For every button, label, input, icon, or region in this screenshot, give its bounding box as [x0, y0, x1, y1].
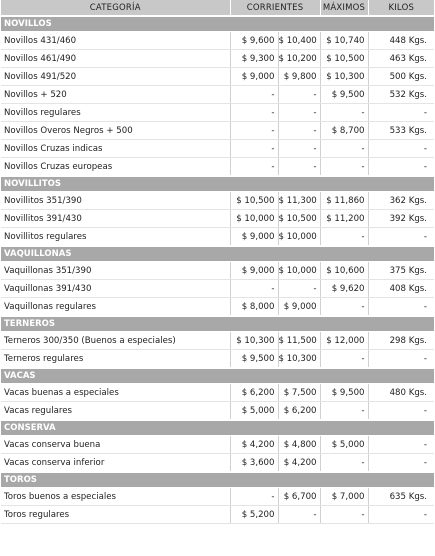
- category-name-cell: Novillitos regulares: [1, 228, 230, 247]
- table-row: [1, 122, 434, 140]
- price-maximo-cell: $ 11,860: [320, 192, 368, 210]
- price-min-cell: $ 4,200: [230, 436, 278, 454]
- price-min-cell: $ 9,300: [230, 50, 278, 68]
- weight-cell: -: [368, 350, 434, 369]
- header-corrientes: CORRIENTES: [230, 0, 320, 16]
- table-row: [1, 506, 434, 524]
- price-max-cell: -: [278, 506, 320, 524]
- prices-table: [1, 0, 434, 524]
- price-min-cell: $ 10,300: [230, 332, 278, 350]
- weight-cell: 448 Kgs.: [368, 32, 434, 50]
- table-row: [1, 488, 434, 506]
- price-maximo-cell: -: [320, 104, 368, 122]
- price-maximo-cell: $ 10,600: [320, 262, 368, 280]
- header-maximos: MÁXIMOS: [320, 0, 368, 16]
- price-maximo-cell: $ 12,000: [320, 332, 368, 350]
- table-row: [1, 332, 434, 350]
- category-name-cell: Novillos Overos Negros + 500: [1, 122, 230, 140]
- table-row: [1, 158, 434, 177]
- weight-cell: 463 Kgs.: [368, 50, 434, 68]
- table-row: [1, 298, 434, 317]
- price-max-cell: $ 10,000: [278, 228, 320, 247]
- price-min-cell: -: [230, 488, 278, 506]
- category-name-cell: Vacas buenas a especiales: [1, 384, 230, 402]
- price-min-cell: $ 9,000: [230, 262, 278, 280]
- header-categoria: CATEGORÍA: [1, 0, 230, 16]
- category-name-cell: Toros buenos a especiales: [1, 488, 230, 506]
- section-title: TOROS: [1, 472, 434, 488]
- price-max-cell: $ 10,500: [278, 210, 320, 228]
- section-header: [1, 176, 434, 192]
- table-row: [1, 454, 434, 473]
- category-name-cell: Vacas conserva buena: [1, 436, 230, 454]
- price-maximo-cell: $ 10,300: [320, 68, 368, 86]
- table-row: [1, 32, 434, 50]
- price-max-cell: -: [278, 140, 320, 158]
- weight-cell: 298 Kgs.: [368, 332, 434, 350]
- weight-cell: 375 Kgs.: [368, 262, 434, 280]
- header-row: [1, 0, 434, 16]
- category-name-cell: Terneros regulares: [1, 350, 230, 369]
- weight-cell: -: [368, 298, 434, 317]
- section-header: [1, 420, 434, 436]
- price-maximo-cell: -: [320, 350, 368, 369]
- table-row: [1, 280, 434, 298]
- category-name-cell: Novillos 431/460: [1, 32, 230, 50]
- section-header: [1, 316, 434, 332]
- price-min-cell: $ 10,500: [230, 192, 278, 210]
- price-max-cell: -: [278, 86, 320, 104]
- section-header: [1, 368, 434, 384]
- category-name-cell: Vaquillonas 391/430: [1, 280, 230, 298]
- price-maximo-cell: -: [320, 228, 368, 247]
- table-row: [1, 350, 434, 369]
- price-min-cell: -: [230, 86, 278, 104]
- category-name-cell: Novillitos 351/390: [1, 192, 230, 210]
- category-name-cell: Toros regulares: [1, 506, 230, 524]
- price-min-cell: $ 5,000: [230, 402, 278, 421]
- price-min-cell: $ 9,600: [230, 32, 278, 50]
- price-maximo-cell: -: [320, 454, 368, 473]
- category-name-cell: Novillos regulares: [1, 104, 230, 122]
- price-min-cell: $ 5,200: [230, 506, 278, 524]
- price-maximo-cell: -: [320, 506, 368, 524]
- header-kilos: KILOS: [368, 0, 434, 16]
- price-maximo-cell: $ 8,700: [320, 122, 368, 140]
- section-title: CONSERVA: [1, 420, 434, 436]
- price-maximo-cell: $ 9,500: [320, 384, 368, 402]
- table-row: [1, 384, 434, 402]
- price-maximo-cell: $ 9,620: [320, 280, 368, 298]
- table-row: [1, 140, 434, 158]
- weight-cell: 408 Kgs.: [368, 280, 434, 298]
- category-name-cell: Novillos 491/520: [1, 68, 230, 86]
- price-maximo-cell: $ 11,200: [320, 210, 368, 228]
- category-name-cell: Vacas conserva inferior: [1, 454, 230, 473]
- table-row: [1, 104, 434, 122]
- table-row: [1, 436, 434, 454]
- price-max-cell: $ 6,200: [278, 402, 320, 421]
- weight-cell: 392 Kgs.: [368, 210, 434, 228]
- price-min-cell: -: [230, 140, 278, 158]
- weight-cell: 635 Kgs.: [368, 488, 434, 506]
- section-title: VACAS: [1, 368, 434, 384]
- price-maximo-cell: -: [320, 402, 368, 421]
- weight-cell: -: [368, 506, 434, 524]
- price-max-cell: $ 7,500: [278, 384, 320, 402]
- price-min-cell: $ 6,200: [230, 384, 278, 402]
- price-max-cell: -: [278, 104, 320, 122]
- price-max-cell: $ 9,000: [278, 298, 320, 317]
- table-row: [1, 192, 434, 210]
- section-title: VAQUILLONAS: [1, 246, 434, 262]
- price-min-cell: -: [230, 104, 278, 122]
- category-name-cell: Novillos 461/490: [1, 50, 230, 68]
- table-body: [1, 16, 434, 524]
- category-name-cell: Vaquillonas regulares: [1, 298, 230, 317]
- category-name-cell: Vacas regulares: [1, 402, 230, 421]
- price-max-cell: -: [278, 280, 320, 298]
- price-maximo-cell: $ 10,500: [320, 50, 368, 68]
- price-max-cell: $ 4,800: [278, 436, 320, 454]
- weight-cell: 500 Kgs.: [368, 68, 434, 86]
- weight-cell: -: [368, 436, 434, 454]
- price-max-cell: $ 11,500: [278, 332, 320, 350]
- price-max-cell: $ 9,800: [278, 68, 320, 86]
- weight-cell: 533 Kgs.: [368, 122, 434, 140]
- section-title: NOVILLITOS: [1, 176, 434, 192]
- weight-cell: -: [368, 454, 434, 473]
- weight-cell: -: [368, 104, 434, 122]
- weight-cell: -: [368, 158, 434, 177]
- weight-cell: -: [368, 140, 434, 158]
- price-maximo-cell: $ 10,740: [320, 32, 368, 50]
- price-max-cell: $ 10,400: [278, 32, 320, 50]
- price-min-cell: -: [230, 280, 278, 298]
- price-min-cell: $ 9,000: [230, 68, 278, 86]
- table-row: [1, 210, 434, 228]
- table-row: [1, 50, 434, 68]
- category-name-cell: Novillos Cruzas indicas: [1, 140, 230, 158]
- weight-cell: 362 Kgs.: [368, 192, 434, 210]
- price-max-cell: -: [278, 122, 320, 140]
- price-max-cell: $ 10,000: [278, 262, 320, 280]
- weight-cell: -: [368, 228, 434, 247]
- table-row: [1, 228, 434, 247]
- table-row: [1, 68, 434, 86]
- section-title: NOVILLOS: [1, 16, 434, 32]
- category-name-cell: Novillitos 391/430: [1, 210, 230, 228]
- price-min-cell: -: [230, 158, 278, 177]
- price-max-cell: $ 6,700: [278, 488, 320, 506]
- price-min-cell: $ 3,600: [230, 454, 278, 473]
- table-row: [1, 262, 434, 280]
- price-max-cell: $ 10,300: [278, 350, 320, 369]
- price-min-cell: $ 10,000: [230, 210, 278, 228]
- price-max-cell: $ 10,200: [278, 50, 320, 68]
- price-max-cell: $ 11,300: [278, 192, 320, 210]
- weight-cell: 480 Kgs.: [368, 384, 434, 402]
- table-row: [1, 402, 434, 421]
- price-max-cell: -: [278, 158, 320, 177]
- section-title: TERNEROS: [1, 316, 434, 332]
- price-min-cell: $ 8,000: [230, 298, 278, 317]
- price-maximo-cell: $ 5,000: [320, 436, 368, 454]
- price-min-cell: $ 9,000: [230, 228, 278, 247]
- section-header: [1, 16, 434, 32]
- price-maximo-cell: $ 7,000: [320, 488, 368, 506]
- section-header: [1, 472, 434, 488]
- price-min-cell: $ 9,500: [230, 350, 278, 369]
- weight-cell: 532 Kgs.: [368, 86, 434, 104]
- price-max-cell: $ 4,200: [278, 454, 320, 473]
- table-row: [1, 86, 434, 104]
- category-name-cell: Terneros 300/350 (Buenos a especiales): [1, 332, 230, 350]
- price-min-cell: -: [230, 122, 278, 140]
- price-maximo-cell: $ 9,500: [320, 86, 368, 104]
- price-maximo-cell: -: [320, 158, 368, 177]
- category-name-cell: Novillos + 520: [1, 86, 230, 104]
- weight-cell: -: [368, 402, 434, 421]
- category-name-cell: Novillos Cruzas europeas: [1, 158, 230, 177]
- category-name-cell: Vaquillonas 351/390: [1, 262, 230, 280]
- section-header: [1, 246, 434, 262]
- price-maximo-cell: -: [320, 140, 368, 158]
- price-maximo-cell: -: [320, 298, 368, 317]
